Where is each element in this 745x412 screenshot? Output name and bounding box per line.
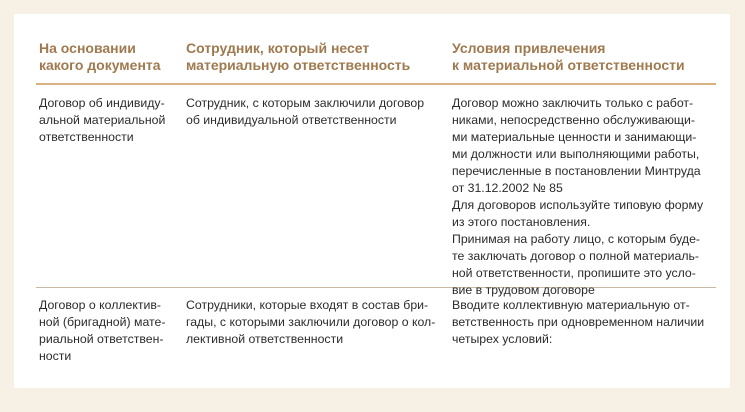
table-row: [36, 85, 716, 297]
document-page: [14, 14, 730, 388]
header-employee: Сотрудник, который несет материальную ответственность: [186, 40, 411, 73]
liability-table: [36, 34, 716, 378]
table-header: [36, 34, 716, 85]
cell-employee: Сотрудник, с которым заключили договор об индивидуальной ответственности: [186, 96, 425, 127]
cell-document: Договор об индивиду- альной материальной ответственности: [39, 96, 166, 144]
cell-document: Договор о коллектив- ной (бригадной) мате- риальной ответствен- ности: [39, 298, 166, 363]
cell-conditions: Вводите коллективную материальную от- ветственность при одновременном наличии четырех условий:: [452, 298, 705, 346]
cell-employee: Сотрудники, которые входят в состав бри- гады, с которыми заключили договор о кол- лективной ответственности: [186, 298, 436, 346]
cell-conditions: Договор можно заключить только с работ- никами, непосредственно обслуживающи- ми материальные ценности и занимающи- ми должности или выполняющими работы, перечисленные в постановлении Минтруда от 31.12.2002 № 85 Для договоров используйте типовую форму из этого постановления. Принимая на работу лицо, с которым буде- те заключать договор о полной материаль- ной ответственности, пропишите это усло- вие в трудовом договоре: [452, 96, 704, 297]
table-row: [36, 288, 716, 378]
header-document: На основании какого документа: [39, 40, 161, 73]
header-conditions: Условия привлечения к материальной ответственности: [452, 40, 685, 73]
